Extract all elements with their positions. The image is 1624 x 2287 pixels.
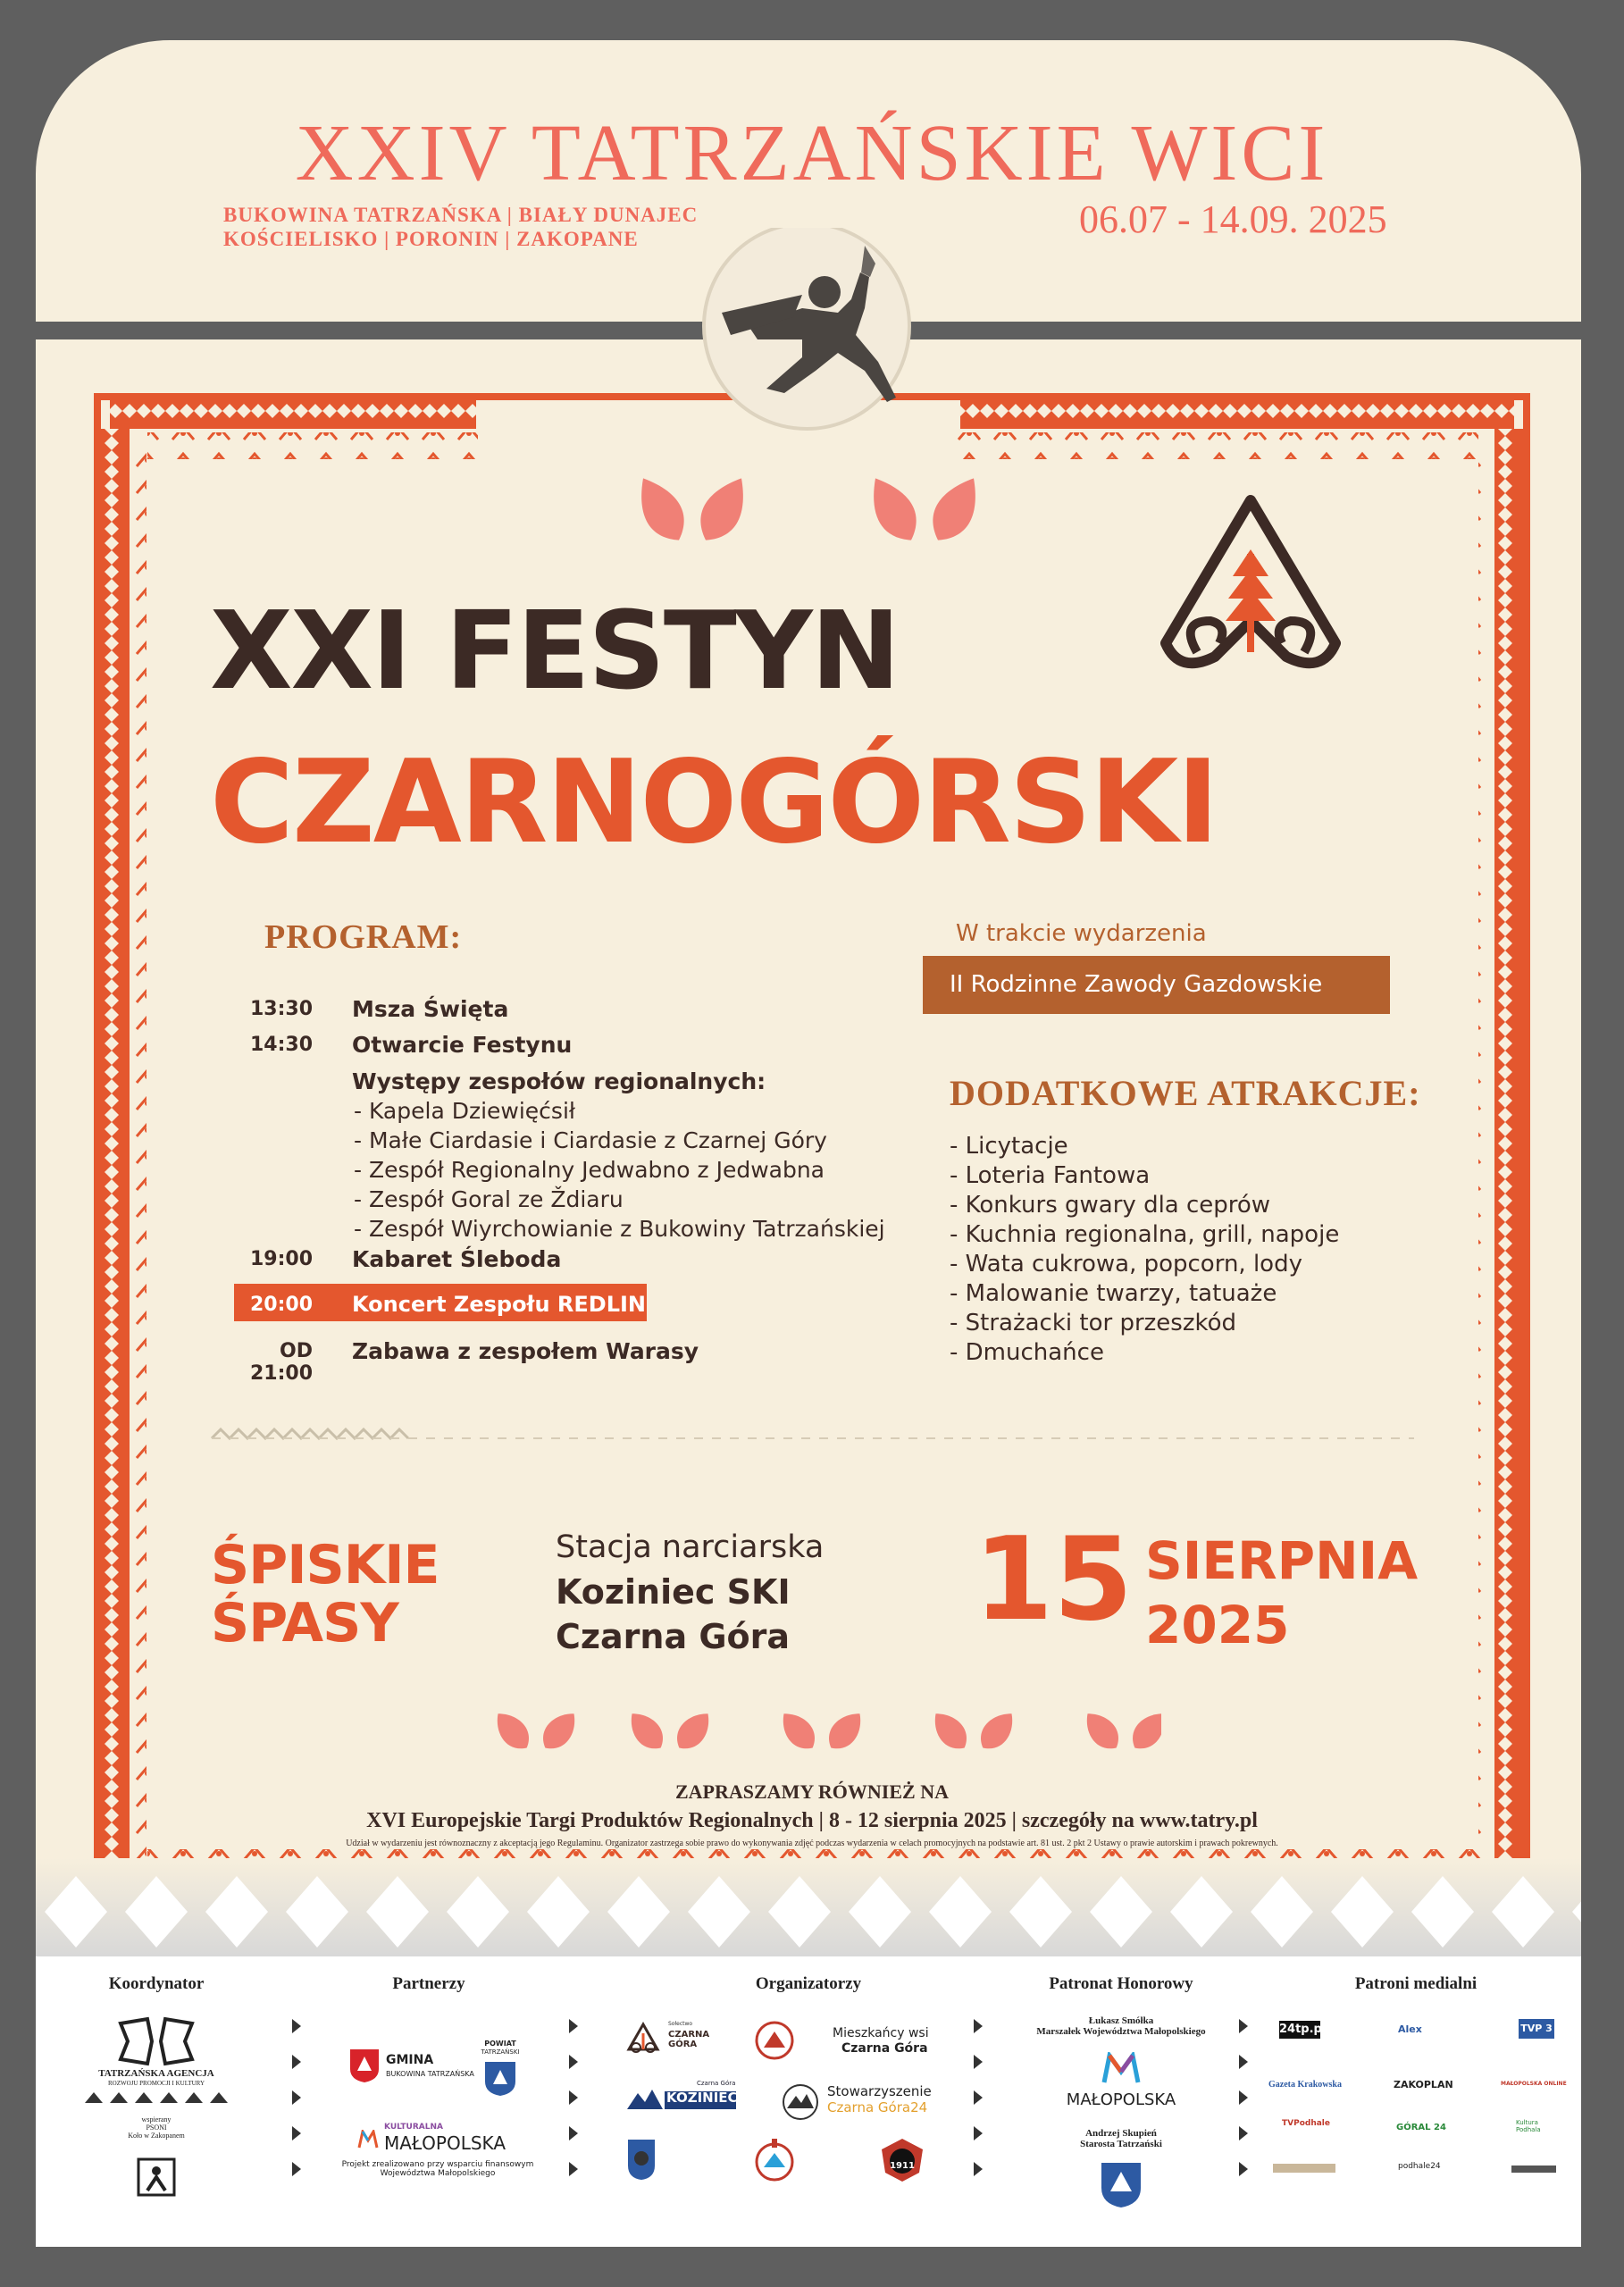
agency-logo (112, 2015, 201, 2068)
separator-arrows (1237, 2017, 1250, 2196)
media-logo: MAŁOPOLSKA ONLINE (1501, 2081, 1567, 2087)
solectwo-label: Sołectwo (668, 2021, 693, 2027)
powiat-subtitle: TATRZAŃSKI (481, 2048, 520, 2056)
parish-emblem-icon (755, 2137, 794, 2183)
separator-arrows (567, 2017, 580, 2196)
psoni-logo (134, 2155, 179, 2199)
invite-details: XVI Europejskie Targi Produktów Regionalnych | 8 - 12 sierpnia 2025 | szczegóły na www.tatry.pl (366, 1809, 1258, 1832)
venue-name-line-1: Koziniec SKI (556, 1572, 791, 1612)
marshal-name: Łukasz Smółka (1088, 2015, 1154, 2026)
malopolska-region-logo (1101, 2052, 1142, 2084)
leaf-ornament-top (625, 465, 1000, 563)
event-year: 2025 (1145, 1595, 1290, 1655)
attraction-item: - Strażacki tor przeszkód (950, 1310, 1237, 1336)
partners-heading: Partnerzy (392, 1974, 465, 1993)
program-time: 19:00 (249, 1248, 313, 1270)
media-patrons-heading: Patroni medialni (1354, 1974, 1478, 1993)
media-logo: TVP 3 (1519, 2019, 1554, 2039)
association-line-2: Czarna Góra24 (827, 2099, 928, 2115)
media-logo: 24tp.pl (1279, 2021, 1320, 2039)
solectwo-name: CZARNA GÓRA (668, 2030, 710, 2049)
program-time: 14:30 (249, 1034, 313, 1056)
starosta-title: Starosta Tatrzański (1080, 2139, 1162, 2149)
project-note: Projekt zrealizowano przy wsparciu finansowym Województwa Małopolskiego (341, 2160, 534, 2178)
during-event-label: W trakcie wydarzenia (956, 920, 1207, 947)
venue-label: Stacja narciarska (556, 1529, 825, 1565)
residents-line-2: Czarna Góra (841, 2041, 928, 2056)
running-torch-bearer-icon (668, 228, 945, 460)
towns-line-2: KOŚCIELISKO | PORONIN | ZAKOPANE (223, 228, 639, 250)
mountain-tree-emblem-icon (1143, 487, 1358, 692)
event-month: SIERPNIA (1145, 1530, 1419, 1591)
osp-year: 1911 (890, 2161, 915, 2171)
media-logo: Kultura Podhala (1516, 2119, 1541, 2133)
honorary-patronage-heading: Patronat Honorowy (1049, 1974, 1193, 1993)
coordinator-heading: Koordynator (108, 1974, 205, 1993)
ensemble-item: - Kapela Dziewięćsił (354, 1098, 575, 1124)
ensemble-item: - Zespół Wiyrchowianie z Bukowiny Tatrzańskiej (354, 1216, 885, 1242)
community-badge-icon (755, 2021, 794, 2060)
program-time: OD 21:00 (249, 1340, 313, 1385)
attraction-item: - Licytacje (950, 1133, 1068, 1160)
powiat-crest-icon (482, 2059, 518, 2097)
gmina-crest-icon (348, 2048, 381, 2083)
media-logo: ZAKOPLAN (1394, 2079, 1453, 2090)
program-item-ensembles: Występy zespołów regionalnych: (352, 1068, 766, 1094)
agency-subtitle: ROZWOJU PROMOCJI I KULTURY (107, 2080, 205, 2087)
association-line-1: Stowarzyszenie (827, 2083, 932, 2099)
osp-badge-icon (880, 2137, 925, 2183)
media-logo-graphic (1273, 2164, 1335, 2173)
venue-name-line-2: Czarna Góra (556, 1617, 790, 1656)
region-name-line-1: ŚPISKIE (211, 1534, 439, 1596)
media-logo-graphic (1511, 2166, 1556, 2173)
media-logo: podhale24 (1398, 2162, 1441, 2171)
program-item: Msza Święta (352, 996, 509, 1022)
gmina-subtitle: BUKOWINA TATRZAŃSKA (386, 2070, 474, 2078)
media-logo: TVPodhale (1282, 2119, 1330, 2128)
attraction-item: - Loteria Fantowa (950, 1162, 1151, 1189)
solectwo-logo-icon (625, 2021, 661, 2057)
powiat-label: POWIAT (484, 2040, 516, 2048)
kulturalna-malopolska: MAŁOPOLSKA (384, 2132, 506, 2154)
program-item: Zabawa z zespołem Warasy (352, 1338, 699, 1364)
program-time: 20:00 (249, 1294, 313, 1316)
during-event-name: II Rodzinne Zawody Gazdowskie (950, 971, 1323, 998)
ensemble-item: - Zespół Regionalny Jedwabno z Jedwabna (354, 1157, 825, 1183)
event-title-line-1: XXI FESTYN (210, 590, 900, 714)
attraction-item: - Dmuchańce (950, 1339, 1104, 1366)
kulturalna-label: KULTURALNA (384, 2123, 443, 2132)
disclaimer: Udział w wydarzeniu jest równoznaczny z akceptacją jego Regulaminu. Organizator zastrzega sobie prawo do wykonywania zdjęć podczas wydarzenia w celach promocyjnych na podstawie art. 81 ust. 2 pkt 2 Ustawy o prawie autorskim i prawach pokrewnych. (346, 1839, 1278, 1848)
media-logo: Gazeta Krakowska (1268, 2080, 1342, 2090)
event-title-line-2: CZARNOGÓRSKI (210, 736, 1218, 869)
page-title: XXIV TATRZAŃSKIE WICI (295, 109, 1329, 197)
program-heading: PROGRAM: (264, 918, 463, 956)
agency-triangles (85, 2090, 228, 2105)
leaf-ornament-bottom (482, 1702, 1161, 1764)
triangle-pattern-band (36, 1858, 1581, 1956)
starosta-name: Andrzej Skupień (1085, 2128, 1157, 2139)
media-logo: GÓRAL 24 (1396, 2123, 1446, 2132)
program-item: Kabaret Śleboda (352, 1246, 562, 1272)
program-time: 13:30 (249, 998, 313, 1020)
tatra-county-crest-icon (1094, 2157, 1148, 2211)
psoni-text: wspierany PSONI Koło w Zakopanem (128, 2115, 185, 2140)
region-name-line-2: ŚPASY (211, 1592, 398, 1655)
media-logo: Alex (1398, 2023, 1422, 2035)
fire-brigade-badge-icon (625, 2137, 657, 2182)
attractions-heading: DODATKOWE ATRAKCJE: (950, 1073, 1421, 1113)
attraction-item: - Malowanie twarzy, tatuaże (950, 1280, 1277, 1307)
attraction-item: - Konkurs gwary dla ceprów (950, 1192, 1271, 1219)
organizers-heading: Organizatorzy (755, 1974, 862, 1993)
invite-heading: ZAPRASZAMY RÓWNIEŻ NA (675, 1780, 949, 1803)
residents-line-1: Mieszkańcy wsi (833, 2026, 929, 2040)
gmina-label: GMINA (386, 2053, 434, 2067)
attraction-item: - Wata cukrowa, popcorn, lody (950, 1251, 1302, 1278)
malopolska-m-icon (357, 2130, 379, 2149)
separator-arrows (972, 2017, 984, 2196)
agency-name: TATRZAŃSKA AGENCJA (98, 2068, 214, 2079)
festival-dates: 06.07 - 14.09. 2025 (1079, 197, 1387, 241)
program-item: Otwarcie Festynu (352, 1032, 573, 1058)
ensemble-item: - Zespół Goral ze Ždiaru (354, 1186, 624, 1212)
koziniec-name: KOZINIEC (666, 2090, 738, 2106)
stowarzyszenie-logo-icon (782, 2083, 819, 2121)
separator-arrows (290, 2017, 303, 2196)
event-day: 15 (974, 1513, 1134, 1646)
ensemble-item: - Małe Ciardasie i Ciardasie z Czarnej Góry (354, 1127, 827, 1153)
program-item-highlight: Koncert Zespołu REDLIN (352, 1292, 647, 1317)
koziniec-small-label: Czarna Góra (697, 2080, 736, 2087)
attraction-item: - Kuchnia regionalna, grill, napoje (950, 1221, 1340, 1248)
marshal-title: Marszałek Województwa Małopolskiego (1036, 2026, 1206, 2037)
malopolska-region-name: MAŁOPOLSKA (1066, 2090, 1176, 2109)
towns-line-1: BUKOWINA TATRZAŃSKA | BIAŁY DUNAJEC (223, 204, 699, 226)
